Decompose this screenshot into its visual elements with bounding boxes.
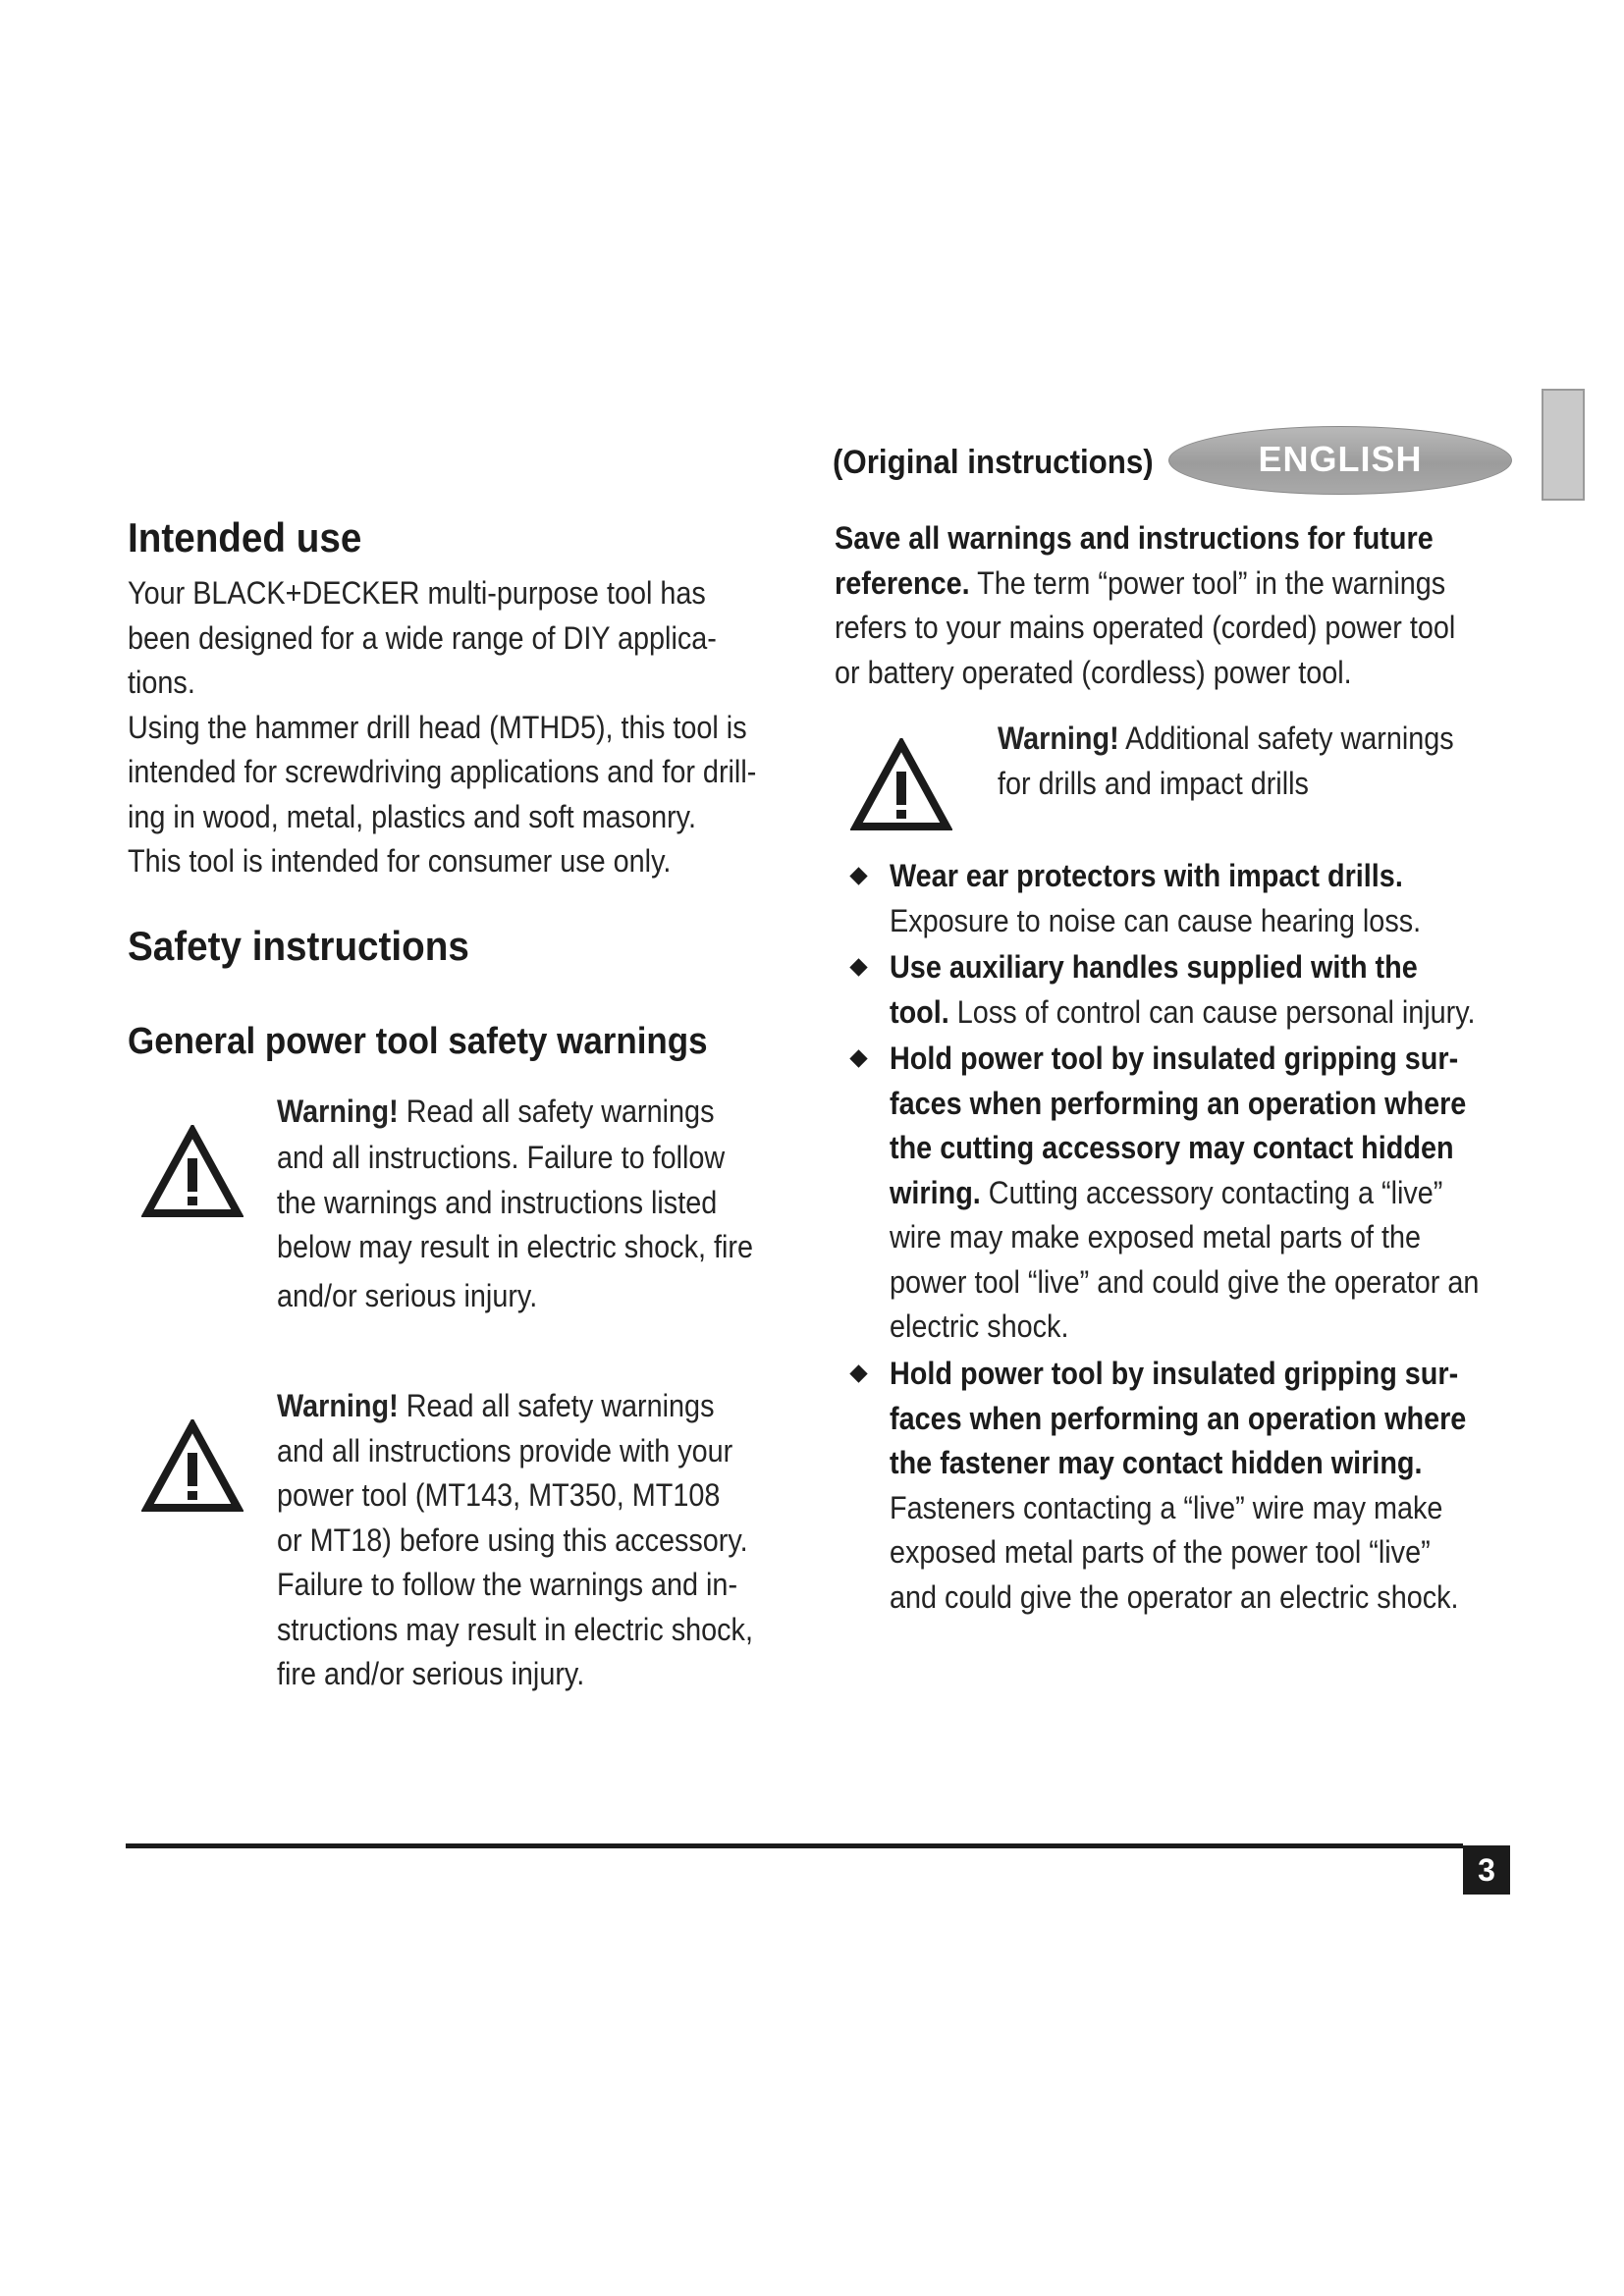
warning-line: structions may result in electric shock,	[277, 1611, 753, 1647]
bullet-line: wire may make exposed metal parts of the	[890, 1219, 1422, 1255]
intended-use-body	[128, 571, 826, 884]
warning-line: power tool (MT143, MT350, MT108	[277, 1477, 721, 1513]
bullet-rest: Loss of control can cause personal injury.	[948, 993, 1476, 1030]
bullet-bold-line	[890, 945, 1476, 990]
bullet-diamond-icon	[849, 1049, 867, 1067]
bullet-line	[890, 990, 1476, 1036]
warning-text-1	[277, 1090, 753, 1321]
warning-line: and all instructions. Failure to follow	[277, 1139, 726, 1175]
bullet-bold: tool.	[890, 993, 949, 1030]
warning-line: and/or serious injury.	[277, 1277, 538, 1313]
intended-use-line: been designed for a wide range of DIY applica-	[128, 619, 717, 656]
bullet-text	[890, 854, 1421, 943]
page-number: 3	[1463, 1845, 1510, 1895]
intended-use-line: intended for screwdriving applications and for drill-	[128, 754, 757, 789]
save-line: refers to your mains operated (corded) power tool	[835, 610, 1456, 645]
bullet-diamond-icon	[849, 867, 867, 884]
bullet-bold-line	[890, 1441, 1466, 1486]
warning-triangle-icon	[141, 1125, 244, 1219]
warning-label: Warning!	[277, 1094, 399, 1129]
save-bold-line: Save all warnings and instructions for future	[835, 520, 1434, 556]
warning-line: fire and/or serious injury.	[277, 1656, 585, 1691]
save-line	[835, 561, 1455, 607]
save-line-rest: The term “power tool” in the warnings	[969, 564, 1446, 601]
warning-triangle-icon	[850, 738, 952, 832]
warning-first-line	[998, 717, 1454, 762]
bullet-bold: Hold power tool by insulated gripping sur-	[890, 1041, 1459, 1076]
bullet-bold-line	[890, 854, 1421, 899]
warning-triangle-icon	[141, 1419, 244, 1514]
bullet-bold-line	[890, 1352, 1466, 1397]
save-instructions-paragraph	[835, 516, 1525, 695]
language-label: ENGLISH	[1258, 439, 1423, 479]
bullet-bold-line	[890, 1126, 1479, 1171]
warning-line: Read all safety warnings	[398, 1388, 715, 1423]
intended-use-line: tions.	[128, 665, 195, 700]
bullet-line: electric shock.	[890, 1308, 1069, 1344]
warning-block-2	[128, 1384, 795, 1708]
intended-use-line: Your BLACK+DECKER multi-purpose tool has	[128, 575, 706, 611]
warning-label: Warning!	[277, 1388, 399, 1423]
bullet-bold: faces when performing an operation where	[890, 1085, 1467, 1121]
language-side-tab	[1542, 389, 1585, 501]
warning-first-line	[277, 1090, 753, 1135]
bullet-bold: the fastener may contact hidden wiring.	[890, 1445, 1423, 1480]
bullet-line: Exposure to noise can cause hearing loss.	[890, 902, 1422, 938]
warning-text-3	[998, 717, 1454, 806]
bullet-bold-line	[890, 1037, 1479, 1082]
bullet-text	[890, 1037, 1479, 1350]
bullet-line: exposed metal parts of the power tool “live”	[890, 1534, 1431, 1570]
save-line: or battery operated (cordless) power tool.	[835, 654, 1352, 690]
bullet-bold: wiring.	[890, 1174, 981, 1210]
warning-line: below may result in electric shock, fire	[277, 1229, 753, 1264]
bullet-bold-line	[890, 1082, 1479, 1127]
intended-use-line: Using the hammer drill head (MTHD5), this tool is	[128, 709, 747, 745]
bullet-bold-line	[890, 1397, 1466, 1442]
warning-label: Warning!	[998, 721, 1119, 756]
intended-use-heading: Intended use	[128, 514, 362, 561]
warning-line: Read all safety warnings	[398, 1094, 715, 1129]
general-warnings-heading: General power tool safety warnings	[128, 1021, 708, 1062]
original-instructions-label: (Original instructions)	[833, 444, 1154, 481]
bullet-line: Fasteners contacting a “live” wire may make	[890, 1489, 1443, 1525]
footer-rule	[126, 1843, 1463, 1848]
warning-line: Failure to follow the warnings and in-	[277, 1567, 738, 1602]
bullet-line: and could give the operator an electric shock.	[890, 1578, 1459, 1615]
warning-block-1	[128, 1090, 795, 1345]
warning-line: for drills and impact drills	[998, 765, 1309, 801]
bullet-text	[890, 1352, 1466, 1620]
warning-text-2	[277, 1384, 753, 1697]
save-bold-word: reference.	[835, 564, 970, 601]
bullet-bold: Wear ear protectors with impact drills.	[890, 858, 1403, 893]
warning-line: Additional safety warnings	[1118, 721, 1454, 756]
intended-use-line: This tool is intended for consumer use only.	[128, 843, 672, 879]
bullet-diamond-icon	[849, 958, 867, 976]
warning-line: or MT18) before using this accessory.	[277, 1522, 748, 1558]
bullet-diamond-icon	[849, 1364, 867, 1382]
warning-line: the warnings and instructions listed	[277, 1184, 718, 1220]
intended-use-line: ing in wood, metal, plastics and soft masonry.	[128, 798, 696, 834]
bullet-bold: faces when performing an operation where	[890, 1400, 1467, 1436]
bullet-rest: Cutting accessory contacting a “live”	[980, 1174, 1443, 1210]
language-badge	[1168, 426, 1512, 495]
bullet-text	[890, 945, 1476, 1035]
bullet-line	[890, 1171, 1479, 1216]
warning-first-line	[277, 1384, 753, 1429]
save-line	[835, 516, 1455, 561]
warning-block-3	[835, 717, 1522, 834]
bullet-line: power tool “live” and could give the operator an	[890, 1263, 1480, 1300]
warning-line: and all instructions provide with your	[277, 1432, 733, 1468]
bullet-bold: the cutting accessory may contact hidden	[890, 1130, 1454, 1165]
safety-instructions-heading: Safety instructions	[128, 923, 469, 969]
bullet-bold: Use auxiliary handles supplied with the	[890, 949, 1418, 985]
bullet-bold: Hold power tool by insulated gripping sur-	[890, 1356, 1459, 1391]
